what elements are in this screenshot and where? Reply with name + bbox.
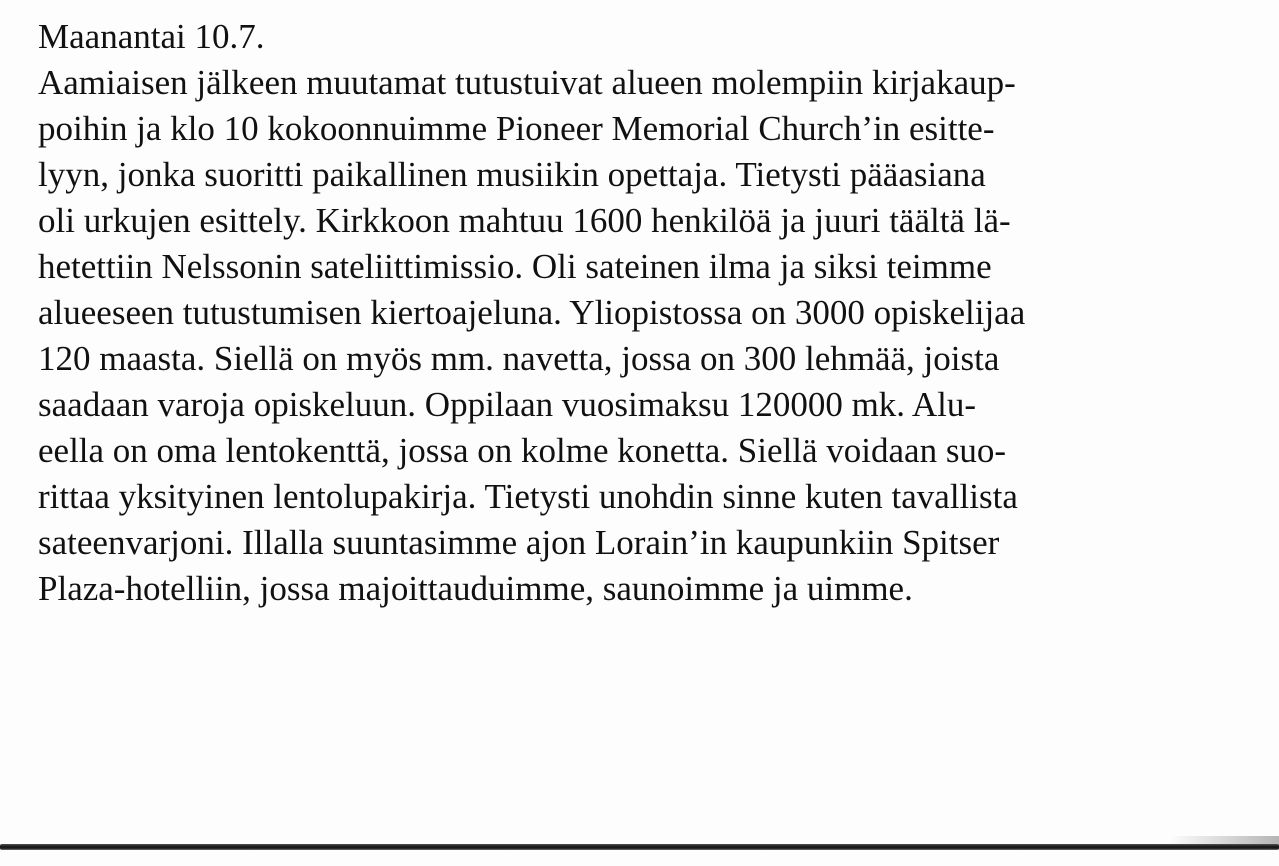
text-line: eella on oma lentokenttä, jossa on kolme konetta. Siellä voidaan suo-: [38, 431, 1007, 470]
document-text: [38, 14, 1276, 612]
text-line: 120 maasta. Siellä on myös mm. navetta, jossa on 300 lehmää, joista: [38, 339, 1000, 378]
text-line: saadaan varoja opiskeluun. Oppilaan vuosimaksu 120000 mk. Alu-: [38, 385, 977, 424]
text-line: sateenvarjoni. Illalla suuntasimme ajon Lorain’in kaupunkiin Spitser: [38, 523, 1000, 562]
text-line: hetettiin Nelssonin sateliittimissio. Oli sateinen ilma ja siksi teimme: [38, 247, 992, 286]
text-line: oli urkujen esittely. Kirkkoon mahtuu 1600 henkilöä ja juuri täältä lä-: [38, 201, 1011, 240]
text-line: poihin ja klo 10 kokoonnuimme Pioneer Memorial Church’in esitte-: [38, 109, 995, 148]
bottom-divider: [0, 844, 1279, 850]
text-line: Plaza-hotelliin, jossa majoittauduimme, saunoimme ja uimme.: [38, 569, 913, 608]
text-line: rittaa yksityinen lentolupakirja. Tietysti unohdin sinne kuten tavallista: [38, 477, 1018, 516]
text-line: alueeseen tutustumisen kiertoajeluna. Yliopistossa on 3000 opiskelijaa: [38, 293, 1026, 332]
text-line: lyyn, jonka suoritti paikallinen musiikin opettaja. Tietysti pääasiana: [38, 155, 986, 194]
text-line: Aamiaisen jälkeen muutamat tutustuivat alueen molempiin kirjakaup-: [38, 63, 1016, 102]
date-heading: Maanantai 10.7.: [38, 17, 265, 56]
